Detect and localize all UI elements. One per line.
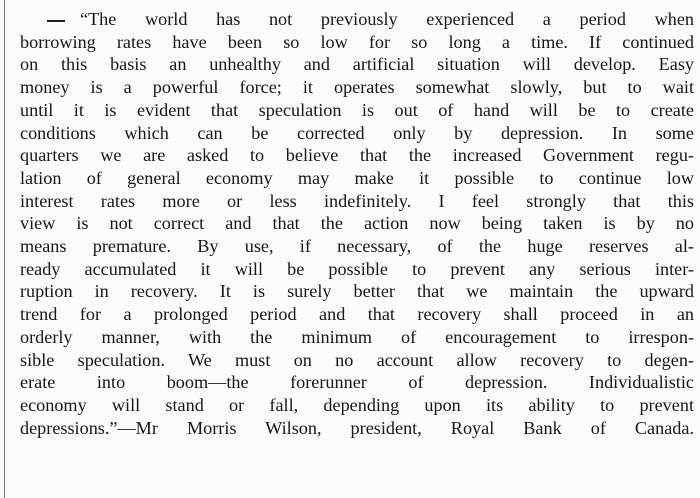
quotation-paragraph (20, 8, 694, 439)
text-line: erate into boom—the forerunner of depression. Individualistic (20, 372, 694, 393)
text-line: view is not correct and that the action now being taken is by no (20, 213, 694, 234)
text-line: ruption in recovery. It is surely better that we maintain the upward (20, 281, 694, 302)
text-line: “The world has not previously experienced a period when (80, 9, 694, 29)
text-line: on this basis an unhealthy and artificial situation will develop. Easy (20, 54, 694, 75)
text-line: orderly manner, with the minimum of encouragement to irrespon- (20, 326, 694, 347)
text-line: conditions which can be corrected only by depression. In some (20, 122, 694, 143)
text-line: quarters we are asked to believe that the increased Government regu- (20, 145, 694, 166)
text-line-attribution: depressions.”—Mr Morris Wilson, president, Royal Bank of Canada. (20, 417, 694, 438)
column-left-rule (4, 0, 5, 498)
text-line: sible speculation. We must on no account allow recovery to degen- (20, 349, 694, 370)
text-line: borrowing rates have been so low for so long a time. If continued (20, 31, 694, 52)
text-line: means premature. By use, if necessary, of the huge reserves al- (20, 236, 694, 257)
text-line: economy will stand or fall, depending upon its ability to prevent (20, 394, 694, 415)
text-line: until it is evident that speculation is out of hand will be to create (20, 99, 694, 120)
text-line: ready accumulated it will be possible to prevent any serious inter- (20, 258, 694, 279)
text-line: trend for a prolonged period and that recovery shall proceed in an (20, 304, 694, 325)
text-line: interest rates more or less indefinitely. I feel strongly that this (20, 190, 694, 211)
text-line: lation of general economy may make it possible to continue low (20, 167, 694, 188)
text-line: money is a powerful force; it operates somewhat slowly, but to wait (20, 77, 694, 98)
